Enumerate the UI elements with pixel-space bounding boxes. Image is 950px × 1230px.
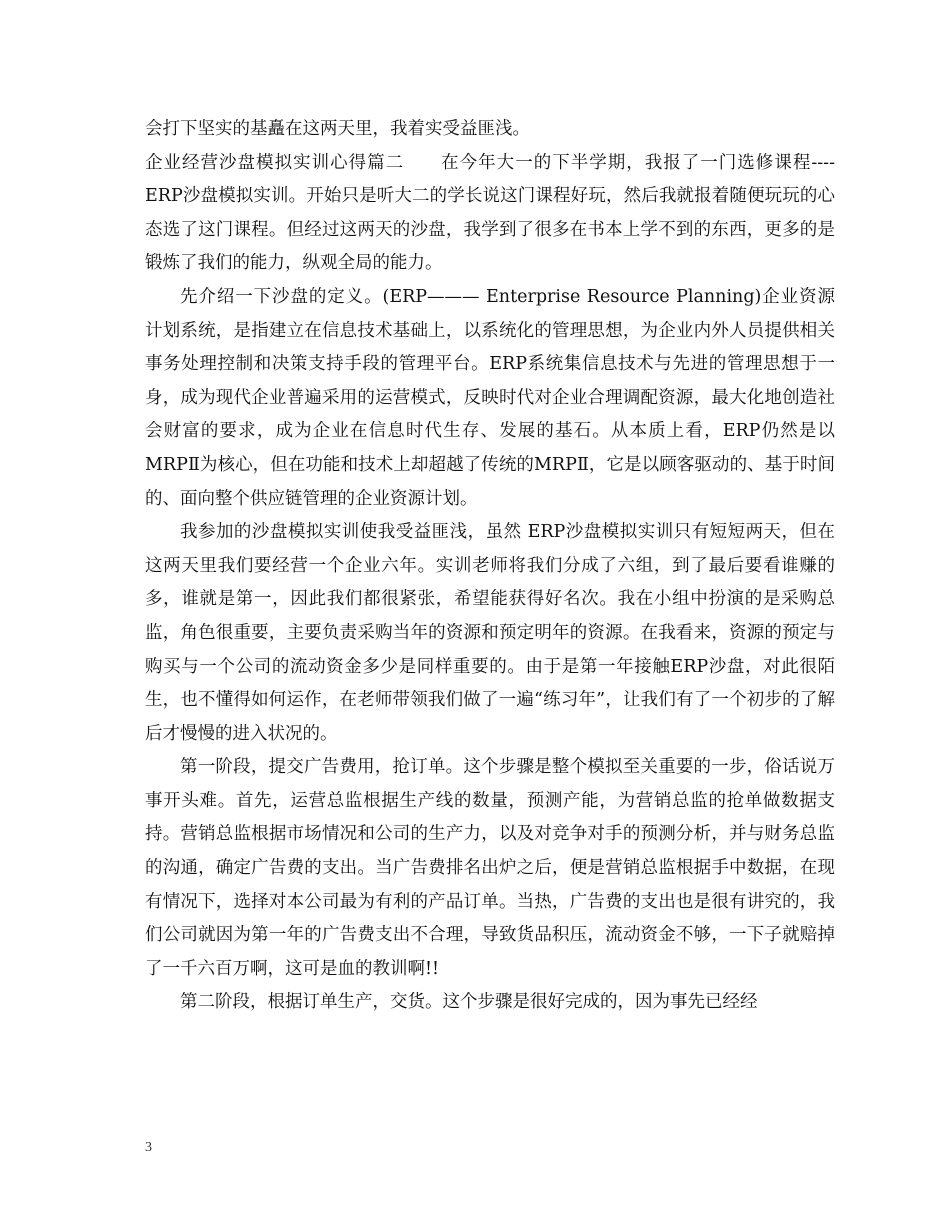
paragraph-experience: 我参加的沙盘模拟实训使我受益匪浅，虽然 ERP沙盘模拟实训只有短短两天，但在这两天里我们要经营一个企业六年。实训老师将我们分成了六组，到了最后要看谁赚的多，谁就是第一，因此我们都很紧张，希望能获得好名次。我在小组中扮演的是采购总监，角色很重要，主要负责采购当年的资源和预定明年的资源。在我看来，资源的预定与购买与一个公司的流动资金多少是同样重要的。由于是第一年接触ERP沙盘，对此很陌生，也不懂得如何运作，在老师带领我们做了一遍“练习年”，让我们有了一个初步的了解后才慢慢的进入状况的。 — [145, 522, 835, 744]
paragraph-erp-definition: 先介绍一下沙盘的定义。(ERP——— Enterprise Resource Planning)企业资源计划系统，是指建立在信息技术基础上，以系统化的管理思想，为企业内外人员提供相关事务处理控制和决策支持手段的管理平台。ERP系统集信息技术与先进的管理思想于一身，成为现代企业普遍采用的运营模式，反映时代对企业合理调配资源，最大化地创造社会财富的要求，成为企业在信息时代生存、发展的基石。从本质上看，ERP仍然是以MRPⅡ为核心，但在功能和技术上却超越了传统的MRPⅡ，它是以顾客驱动的、基于时间的、面向整个供应链管理的企业资源计划。 — [145, 286, 835, 509]
paragraph-continuation: 会打下坚实的基矗在这两天里，我着实受益匪浅。 — [145, 119, 530, 139]
document-body — [145, 113, 835, 1020]
page-number: 3 — [145, 1140, 152, 1155]
paragraph-stage-one: 第一阶段，提交广告费用，抢订单。这个步骤是整个模拟至关重要的一步，俗话说万事开头难。首先，运营总监根据生产线的数量，预测产能，为营销总监的抢单做数据支持。营销总监根据市场情况和公司的生产力，以及对竞争对手的预测分析，并与财务总监的沟通，确定广告费的支出。当广告费排名出炉之后，便是营销总监根据手中数据，在现有情况下，选择对本公司最为有利的产品订单。当热，广告费的支出也是很有讲究的，我们公司就因为第一年的广告费支出不合理，导致货品积压，流动资金不够，一下子就赔掉了一千六百万啊，这可是血的教训啊!! — [145, 757, 835, 979]
paragraph-stage-two: 第二阶段，根据订单生产，交货。这个步骤是很好完成的，因为事先已经经 — [180, 992, 758, 1013]
paragraph-intro: 企业经营沙盘模拟实训心得篇二 在今年大一的下半学期，我报了一门选修课程----ERP沙盘模拟实训。开始只是听大二的学长说这门课程好玩，然后我就报着随便玩玩的心态选了这门课程。但经过这两天的沙盘，我学到了很多在书本上学不到的东西，更多的是锻炼了我们的能力，纵观全局的能力。 — [145, 152, 835, 274]
